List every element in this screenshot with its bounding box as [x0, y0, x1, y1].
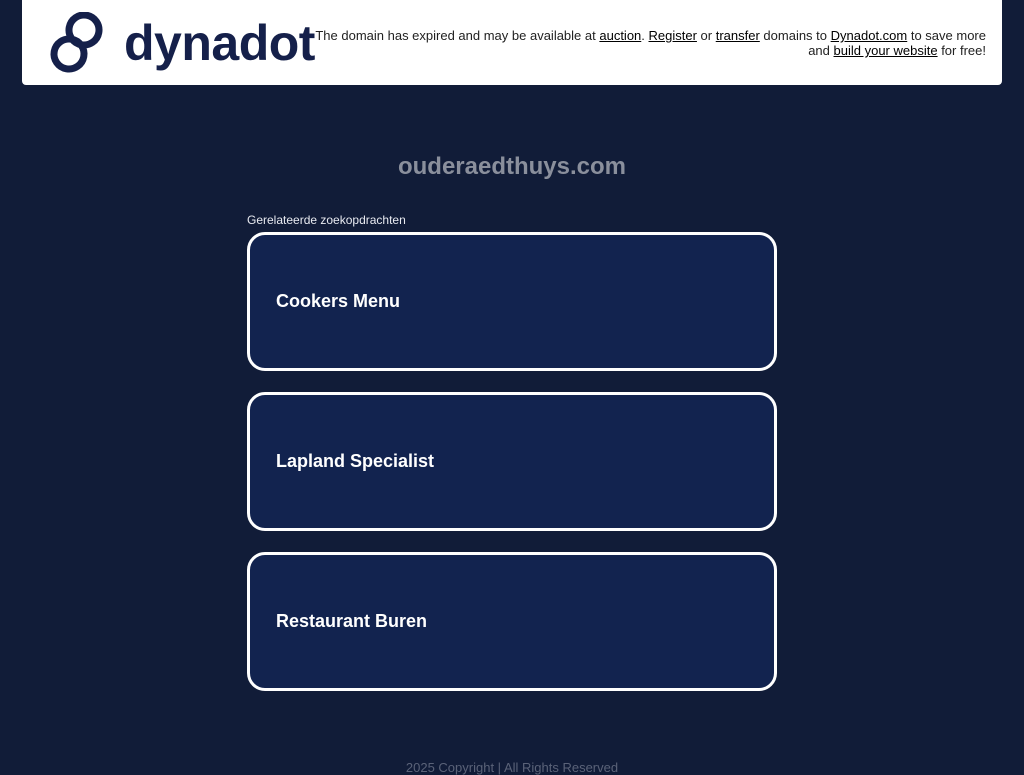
dynadot-logo[interactable]	[48, 12, 315, 74]
transfer-link[interactable]: transfer	[715, 28, 760, 43]
notice-text: to save more and	[808, 28, 986, 58]
dynadot-link[interactable]: Dynadot.com	[830, 28, 908, 43]
top-banner	[22, 0, 1002, 85]
related-link-label: Restaurant Buren	[276, 611, 428, 631]
related-link-label: Lapland Specialist	[276, 451, 435, 471]
notice-text: domains to	[759, 28, 831, 43]
register-link[interactable]: Register	[648, 28, 697, 43]
auction-link[interactable]: auction	[599, 28, 642, 43]
build-website-link[interactable]: build your website	[833, 43, 938, 58]
chain-link-icon	[48, 12, 110, 74]
notice-text: for free!	[937, 43, 986, 58]
logo-wordmark: dynadot	[124, 15, 315, 71]
related-link-cookers-menu[interactable]	[247, 232, 777, 371]
notice-text: The domain has expired and may be available at	[315, 28, 600, 43]
related-link-restaurant-buren[interactable]	[247, 552, 777, 691]
related-link-lapland-specialist[interactable]	[247, 392, 777, 531]
expired-notice	[306, 28, 986, 58]
notice-text: .	[641, 28, 649, 43]
copyright-footer: 2025 Copyright | All Rights Reserved	[405, 760, 619, 775]
domain-title: ouderaedthuys.com	[397, 153, 627, 180]
notice-text: or	[696, 28, 716, 43]
related-searches-label: Gerelateerde zoekopdrachten	[247, 213, 406, 227]
related-link-label: Cookers Menu	[276, 291, 401, 311]
